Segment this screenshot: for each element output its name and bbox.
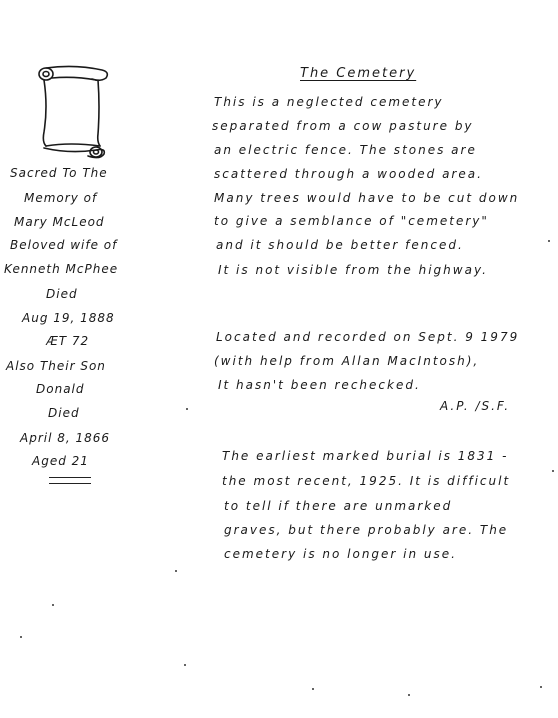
double-underline — [49, 477, 91, 484]
scan-speck — [175, 570, 177, 572]
inscription-column — [0, 0, 170, 718]
inscription-line-13: Aged 21 — [32, 454, 89, 468]
inscription-line-12: April 8, 1866 — [20, 431, 111, 445]
scroll-icon — [30, 62, 120, 162]
para1-line-1: This is a neglected cemetery — [214, 95, 444, 109]
para3-line-2: the most recent, 1925. It is difficult — [222, 474, 511, 488]
inscription-line-4: Beloved wife of — [10, 238, 118, 252]
scan-speck — [184, 664, 186, 666]
para1-line-2: separated from a cow pasture by — [212, 119, 474, 133]
para2-line-1: Located and recorded on Sept. 9 1979 — [216, 330, 520, 344]
scan-speck — [540, 686, 542, 688]
para3-line-1: The earliest marked burial is 1831 - — [222, 449, 509, 463]
inscription-line-8: ÆT 72 — [46, 334, 90, 348]
para1-line-5: Many trees would have to be cut down — [214, 191, 520, 205]
para3-line-4: graves, but there probably are. The — [224, 523, 509, 537]
inscription-line-5: Kenneth McPhee — [4, 262, 119, 276]
initials: A.P. /S.F. — [440, 399, 511, 413]
para1-line-6: to give a semblance of "cemetery" — [214, 214, 489, 228]
para2-line-3: It hasn't been rechecked. — [218, 378, 421, 392]
inscription-line-6: Died — [46, 287, 78, 301]
scan-speck — [52, 604, 54, 606]
page-title: The Cemetery — [300, 66, 417, 81]
inscription-line-7: Aug 19, 1888 — [22, 311, 115, 325]
scan-speck — [408, 694, 410, 696]
para1-line-7: and it should be better fenced. — [216, 238, 464, 252]
inscription-line-10: Donald — [36, 382, 85, 396]
para1-line-8: It is not visible from the highway. — [218, 263, 488, 277]
inscription-line-2: Memory of — [24, 191, 98, 205]
inscription-line-11: Died — [48, 406, 80, 420]
inscription-line-1: Sacred To The — [10, 166, 108, 180]
notes-column — [200, 0, 558, 718]
para3-line-3: to tell if there are unmarked — [224, 499, 453, 513]
para3-line-5: cemetery is no longer in use. — [224, 547, 457, 561]
scan-speck — [186, 408, 188, 410]
scan-speck — [548, 240, 550, 242]
para1-line-4: scattered through a wooded area. — [214, 167, 483, 181]
para1-line-3: an electric fence. The stones are — [214, 143, 477, 157]
para2-line-2: (with help from Allan MacIntosh), — [214, 354, 480, 368]
scan-speck — [20, 636, 22, 638]
scan-speck — [312, 688, 314, 690]
inscription-line-9: Also Their Son — [6, 359, 106, 373]
inscription-line-3: Mary McLeod — [14, 215, 105, 229]
scan-speck — [552, 470, 554, 472]
